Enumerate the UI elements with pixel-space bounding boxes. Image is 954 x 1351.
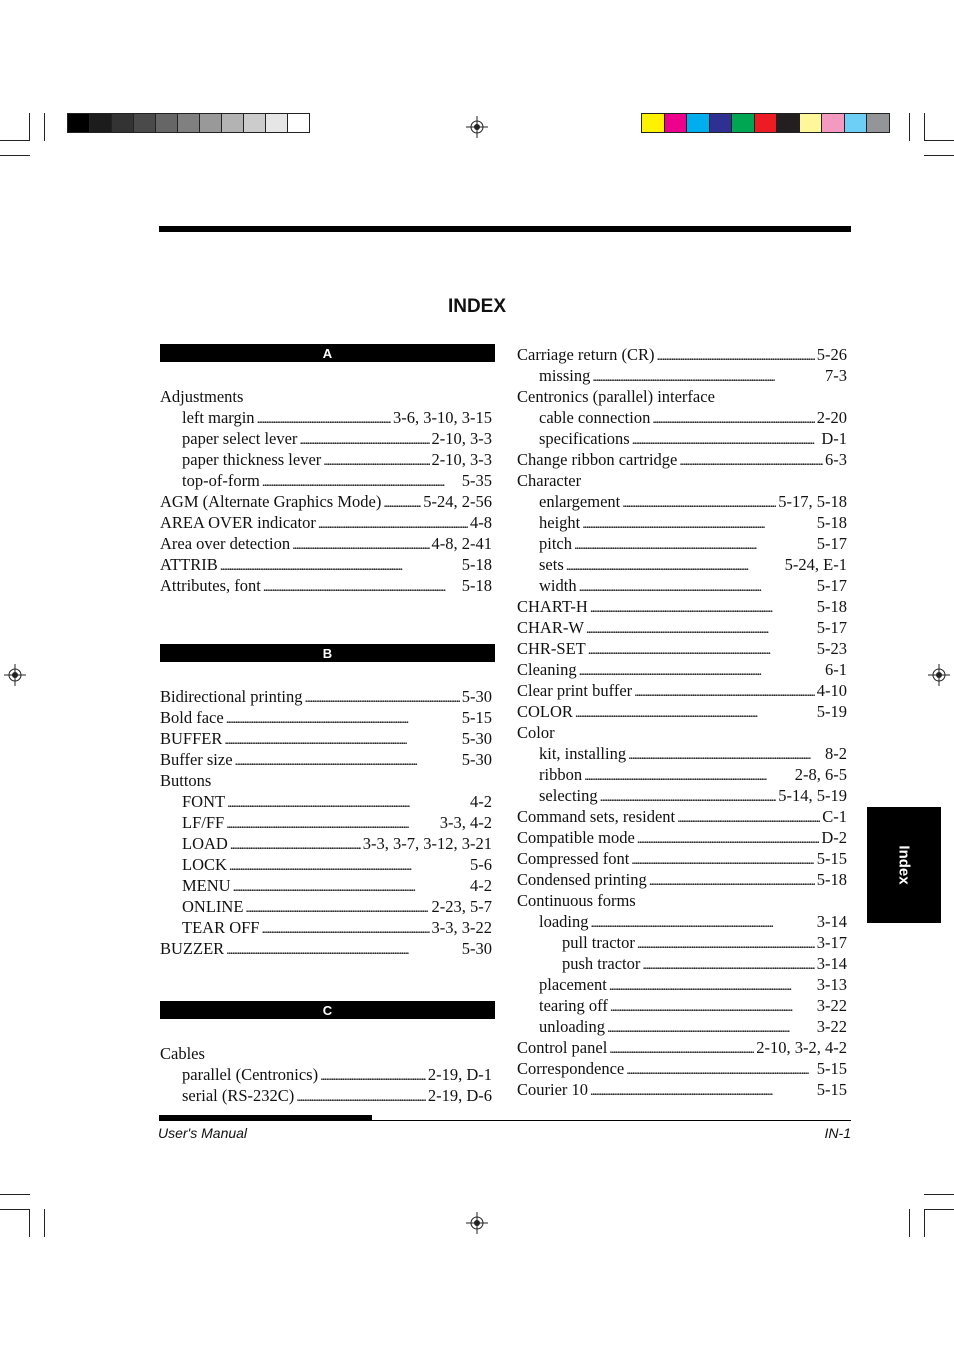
index-entry [182,833,492,854]
dot-leader [261,917,429,940]
crop-mark [0,1194,30,1195]
dot-leader [579,575,815,598]
index-page-ref: 4-8, 2-41 [431,534,492,553]
crop-mark [0,155,30,156]
index-entry [182,470,492,491]
index-term: Command sets, resident [517,807,676,826]
index-page-ref: 2-19, D-6 [427,1086,492,1105]
index-term: width [539,576,577,595]
calibration-swatch [799,113,823,133]
calibration-swatch [686,113,710,133]
index-page-ref: 5-18 [816,870,847,889]
index-page-ref: 5-17 [816,534,847,553]
index-entry [160,1043,492,1064]
dot-leader [632,428,820,451]
index-term: unloading [539,1017,605,1036]
index-page-ref: 6-1 [825,660,847,679]
footer-page-number: IN-1 [824,1125,851,1141]
index-entry [160,575,492,596]
index-term: loading [539,912,589,931]
dot-leader [600,785,777,808]
index-term: paper select lever [182,429,298,448]
section-letter-bar: A [160,344,495,362]
index-page-ref: 5-14, 5-19 [778,786,847,805]
index-page-ref: 3-17 [816,933,847,952]
index-page-ref: D-1 [821,429,847,448]
index-entry [517,722,847,743]
index-entry [182,854,492,875]
index-entry [160,491,492,512]
dot-leader [220,554,460,577]
index-term: Control panel [517,1038,608,1057]
index-entry [517,806,847,827]
index-entry [182,407,492,428]
index-entry [517,1079,847,1100]
calibration-swatch [776,113,800,133]
index-entry [562,953,847,974]
index-page-ref: 5-15 [816,1080,847,1099]
footer-rule [159,1120,851,1121]
index-term: Character [517,471,582,490]
index-term: AREA OVER indicator [160,513,316,532]
crop-mark [909,1209,910,1237]
index-page-ref: 5-18 [461,576,492,595]
index-entry [160,386,492,407]
index-entry [539,785,847,806]
crop-mark [44,113,45,141]
index-page-ref: 5-15 [816,849,847,868]
index-term: Clear print buffer [517,681,633,700]
index-term: pitch [539,534,572,553]
calibration-swatch [754,113,778,133]
crop-mark [0,140,30,141]
dot-leader [637,827,820,850]
crop-mark [29,113,30,141]
calibration-swatch [641,113,665,133]
dot-leader [584,764,793,787]
dot-leader [230,833,361,856]
registration-mark-icon [928,664,950,686]
calibration-swatch [731,113,755,133]
index-term: AGM (Alternate Graphics Mode) [160,492,382,511]
index-entry [539,911,847,932]
index-term: ribbon [539,765,583,784]
dot-leader [579,659,823,682]
dot-leader [227,791,468,814]
index-term: cable connection [539,408,651,427]
crop-mark [924,113,925,141]
index-page-ref: 6-3 [825,450,847,469]
index-entry [182,896,492,917]
crop-mark [924,1209,925,1237]
index-term: TEAR OFF [182,918,260,937]
dot-leader [305,686,460,709]
index-page-ref: 2-19, D-1 [427,1065,492,1084]
dot-leader [574,533,815,556]
index-page-ref: 5-15 [461,708,492,727]
index-term: top-of-form [182,471,260,490]
index-page-ref: 5-18 [816,513,847,532]
index-page-ref: 4-2 [470,792,492,811]
index-term: specifications [539,429,630,448]
index-term: CHAR-W [517,618,584,637]
dot-leader [582,512,815,535]
index-page-ref: 5-18 [461,555,492,574]
dot-leader [263,575,460,598]
index-term: CHART-H [517,597,588,616]
index-page-ref: 5-17, 5-18 [778,492,847,511]
dot-leader [592,365,823,388]
index-term: Cables [160,1044,205,1063]
dot-leader [262,470,460,493]
dot-leader [591,911,815,934]
index-entry [182,917,492,938]
dot-leader [656,344,814,367]
index-term: Centronics (parallel) interface [517,387,715,406]
index-page-ref: 3-6, 3-10, 3-15 [393,408,492,427]
index-page-ref: 5-24, 2-56 [423,492,492,511]
index-page-ref: 3-13 [816,975,847,994]
index-term: height [539,513,581,532]
crop-mark [29,1209,30,1237]
calibration-swatch [265,113,288,133]
index-term: kit, installing [539,744,627,763]
dot-leader [628,743,823,766]
index-term: enlargement [539,492,621,511]
index-term: Attributes, font [160,576,261,595]
index-entry [539,512,847,533]
page-title: INDEX [447,296,507,317]
dot-leader [566,554,783,577]
crop-mark [924,1194,954,1195]
side-tab-label: Index [895,845,913,885]
index-term: Cleaning [517,660,577,679]
crop-mark [924,1209,954,1210]
calibration-swatch [709,113,733,133]
dot-leader [626,1058,815,1081]
index-entry [517,659,847,680]
index-term: sets [539,555,564,574]
index-page-ref: 2-8, 6-5 [794,765,847,784]
index-page-ref: 5-17 [816,576,847,595]
dot-leader [233,875,468,898]
index-entry [517,1037,847,1058]
index-entry [517,869,847,890]
dot-leader [383,491,421,514]
index-page-ref: 5-24, E-1 [784,555,847,574]
index-entry [182,812,492,833]
index-term: ATTRIB [160,555,218,574]
dot-leader [631,848,814,871]
index-entry [539,974,847,995]
index-term: CHR-SET [517,639,586,658]
index-entry [517,617,847,638]
index-term: Buffer size [160,750,233,769]
dot-leader [622,491,776,514]
index-term: Compatible mode [517,828,635,847]
index-entry [539,533,847,554]
index-entry [182,1085,492,1106]
calibration-swatch [243,113,266,133]
index-page-ref: 4-2 [470,876,492,895]
index-entry [160,728,492,749]
index-term: Carriage return (CR) [517,345,655,364]
index-term: LF/FF [182,813,225,832]
dot-leader [226,812,438,835]
dot-leader [224,728,459,751]
index-entry [160,512,492,533]
dot-leader [245,896,429,919]
index-entry [517,827,847,848]
index-entry [160,938,492,959]
index-entry [539,1016,847,1037]
dot-leader [235,749,460,772]
index-page-ref: 5-26 [816,345,847,364]
calibration-swatch [155,113,178,133]
index-term: COLOR [517,702,573,721]
index-page-ref: 2-20 [816,408,847,427]
index-entry [182,449,492,470]
index-term: Correspondence [517,1059,625,1078]
index-page-ref: 5-30 [461,939,492,958]
calibration-swatch [111,113,134,133]
index-page-ref: 4-10 [816,681,847,700]
index-entry [517,638,847,659]
dot-leader [299,428,429,451]
index-page-ref: 8-2 [825,744,847,763]
section-thumb-tab [867,807,941,923]
index-term: serial (RS-232C) [182,1086,295,1105]
index-term: selecting [539,786,598,805]
index-page-ref: 2-10, 3-3 [431,450,492,469]
index-term: Courier 10 [517,1080,589,1099]
index-entry [160,770,492,791]
index-entry [539,407,847,428]
index-entry [517,596,847,617]
index-entry [517,701,847,722]
dot-leader [677,806,820,829]
index-page-ref: 7-3 [825,366,847,385]
index-term: FONT [182,792,226,811]
registration-mark-icon [4,664,26,686]
index-term: Condensed printing [517,870,647,889]
dot-leader [588,638,815,661]
index-page-ref: 3-3, 4-2 [439,813,492,832]
dot-leader [586,617,815,640]
dot-leader [607,1016,815,1039]
dot-leader [296,1085,426,1108]
dot-leader [652,407,814,430]
calibration-swatch [221,113,244,133]
calibration-swatch [866,113,890,133]
index-page-ref: 5-18 [816,597,847,616]
dot-leader [642,953,814,976]
crop-mark [909,113,910,141]
dot-leader [590,596,815,619]
footer-manual-title: User's Manual [158,1125,248,1141]
index-entry [517,386,847,407]
index-term: LOAD [182,834,228,853]
index-term: tearing off [539,996,608,1015]
index-page-ref: 3-14 [816,954,847,973]
index-entry [182,875,492,896]
index-page-ref: 3-22 [816,1017,847,1036]
dot-leader [590,1079,815,1102]
index-term: LOCK [182,855,227,874]
index-entry [539,764,847,785]
index-page-ref: 5-35 [461,471,492,490]
index-entry [160,533,492,554]
index-term: missing [539,366,591,385]
index-page-ref: 2-23, 5-7 [431,897,492,916]
index-term: left margin [182,408,255,427]
index-entry [517,680,847,701]
dot-leader [634,680,815,703]
index-page-ref: 3-3, 3-7, 3-12, 3-21 [362,834,492,853]
calibration-swatch [177,113,200,133]
index-entry [562,932,847,953]
index-term: Change ribbon cartridge [517,450,678,469]
calibration-swatch [199,113,222,133]
index-entry [539,428,847,449]
index-term: push tractor [562,954,641,973]
calibration-swatch [844,113,868,133]
index-entry [539,575,847,596]
index-entry [517,449,847,470]
crop-mark [0,1209,30,1210]
header-rule [159,226,851,232]
index-page-ref: 5-19 [816,702,847,721]
index-page-ref: 5-15 [816,1059,847,1078]
index-page-ref: 5-23 [816,639,847,658]
index-term: ONLINE [182,897,244,916]
dot-leader [637,932,815,955]
section-letter-bar: B [160,644,495,662]
index-page-ref: 3-3, 3-22 [431,918,492,937]
index-term: MENU [182,876,231,895]
dot-leader [229,854,468,877]
index-entry [539,743,847,764]
index-term: Color [517,723,555,742]
index-entry [160,686,492,707]
dot-leader [320,1064,426,1087]
index-page-ref: 2-10, 3-2, 4-2 [756,1038,847,1057]
index-page-ref: 5-30 [461,729,492,748]
index-term: placement [539,975,607,994]
index-entry [182,1064,492,1085]
index-page-ref: D-2 [821,828,847,847]
calibration-swatch [821,113,845,133]
index-entry [517,1058,847,1079]
calibration-swatch [133,113,156,133]
dot-leader [609,974,815,997]
index-entry [539,995,847,1016]
index-page-ref: 5-30 [461,687,492,706]
index-term: BUFFER [160,729,223,748]
index-term: BUZZER [160,939,225,958]
index-entry [160,707,492,728]
index-entry [539,554,847,575]
calibration-swatch [67,113,90,133]
index-page-ref: 2-10, 3-3 [431,429,492,448]
dot-leader [226,938,460,961]
index-term: Continuous forms [517,891,636,910]
calibration-swatch [664,113,688,133]
index-term: Adjustments [160,387,244,406]
index-term: pull tractor [562,933,635,952]
index-entry [517,470,847,491]
section-letter-bar: C [160,1001,495,1019]
dot-leader [610,995,815,1018]
dot-leader [575,701,815,724]
dot-leader [257,407,391,430]
index-page-ref: C-1 [822,807,847,826]
index-term: Compressed font [517,849,630,868]
index-page-ref: 3-22 [816,996,847,1015]
index-entry [517,848,847,869]
index-entry [160,554,492,575]
index-term: parallel (Centronics) [182,1065,319,1084]
index-term: Bidirectional printing [160,687,303,706]
index-entry [517,344,847,365]
dot-leader [649,869,815,892]
index-entry [160,749,492,770]
index-term: paper thickness lever [182,450,322,469]
index-term: Buttons [160,771,212,790]
crop-mark [44,1209,45,1237]
crop-mark [924,140,954,141]
calibration-swatch [89,113,112,133]
dot-leader [318,512,468,535]
registration-mark-icon [466,116,488,138]
dot-leader [609,1037,754,1060]
index-page-ref: 3-14 [816,912,847,931]
index-entry [517,890,847,911]
crop-mark [924,155,954,156]
index-term: Area over detection [160,534,291,553]
dot-leader [323,449,429,472]
dot-leader [679,449,823,472]
index-page-ref: 4-8 [470,513,492,532]
index-page-ref: 5-30 [461,750,492,769]
index-entry [182,428,492,449]
registration-mark-icon [466,1212,488,1234]
index-page-ref: 5-17 [816,618,847,637]
index-entry [182,791,492,812]
calibration-swatch [287,113,310,133]
index-page-ref: 5-6 [470,855,492,874]
index-term: Bold face [160,708,224,727]
index-entry [539,491,847,512]
dot-leader [226,707,460,730]
dot-leader [292,533,429,556]
index-entry [539,365,847,386]
